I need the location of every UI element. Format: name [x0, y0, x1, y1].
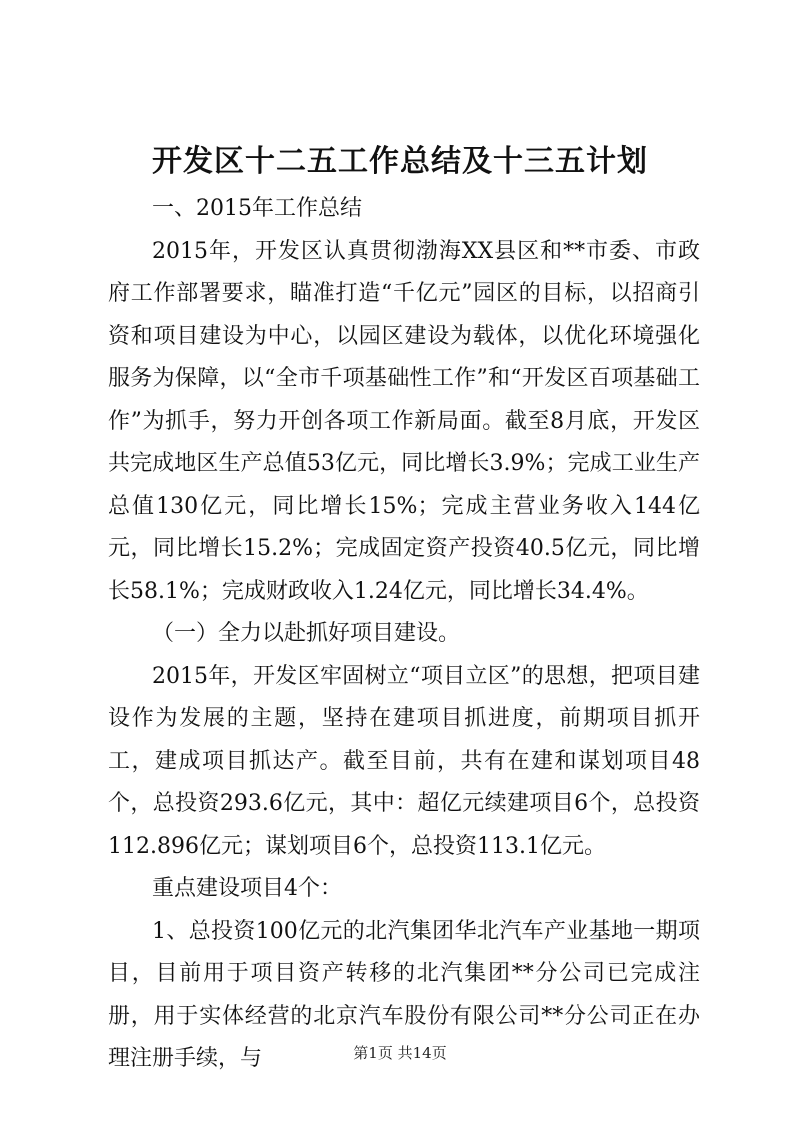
document-body: [108, 188, 700, 1081]
paragraph-project-1: 1、总投资100亿元的北汽集团华北汽车产业基地一期项目，目前用于项目资产转移的北汽集团**分公司已完成注册，用于实体经营的北京汽车股份有限公司**分公司正在办理注册手续，与: [108, 918, 700, 1071]
page-footer: 第1页 共14页: [353, 1044, 447, 1062]
paragraph-projects: 2015年，开发区牢固树立“项目立区”的思想，把项目建设作为发展的主题，坚持在建项目抓进度，前期项目抓开工，建成项目抓达产。截至目前，共有在建和谋划项目48个，总投资293.6亿元，其中：超亿元续建项目6个，总投资112.896亿元；谋划项目6个，总投资113.1亿元。: [108, 663, 700, 859]
subsection-heading: （一）全力以赴抓好项目建设。: [152, 621, 461, 646]
paragraph-summary: 2015年，开发区认真贯彻渤海XX县区和**市委、市政府工作部署要求，瞄准打造“千亿元”园区的目标，以招商引资和项目建设为中心，以园区建设为载体，以优化环境强化服务为保障，以“全市千项基础性工作”和“开发区百项基础工作”为抓手，努力开创各项工作新局面。截至8月底，开发区共完成地区生产总值53亿元，同比增长3.9%；完成工业生产总值130亿元，同比增长15%；完成主营业务收入144亿元，同比增长15.2%；完成固定资产投资40.5亿元，同比增长58.1%；完成财政收入1.24亿元，同比增长34.4%。: [108, 238, 700, 604]
key-projects-heading: 重点建设项目4个：: [152, 876, 342, 901]
document-title: 开发区十二五工作总结及十三五计划: [152, 144, 648, 179]
section-heading: 一、2015年工作总结: [152, 196, 362, 221]
